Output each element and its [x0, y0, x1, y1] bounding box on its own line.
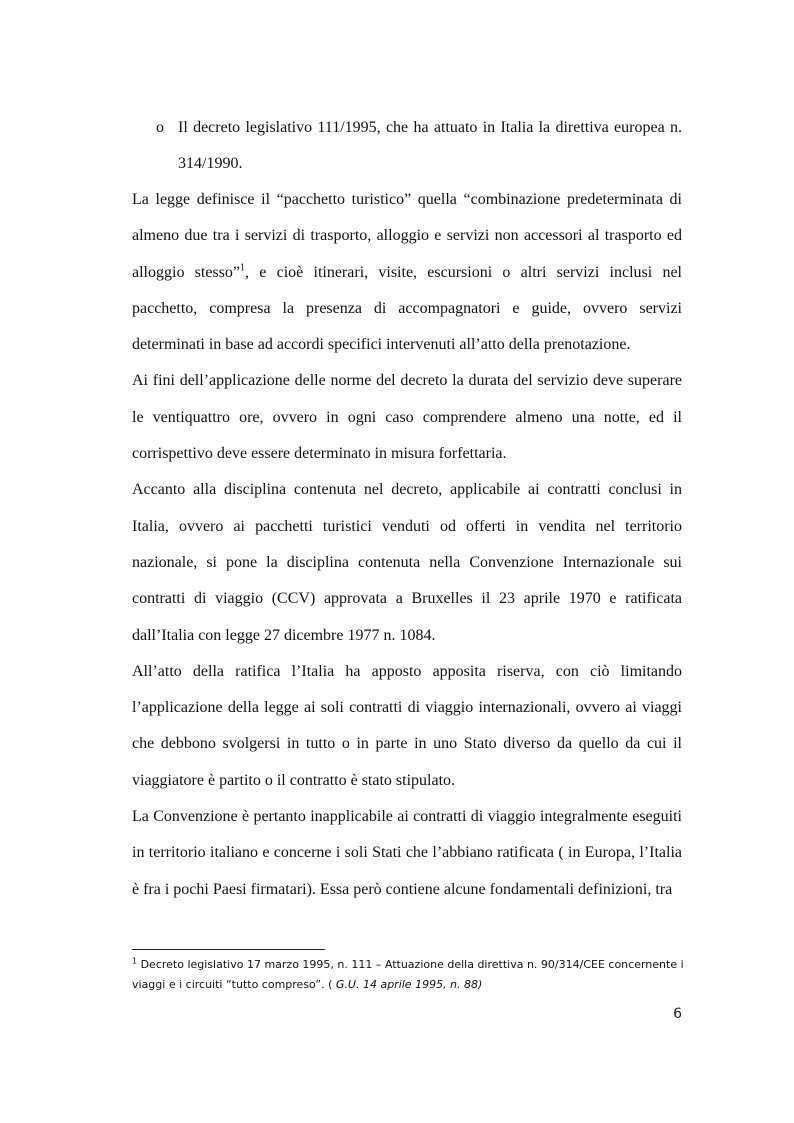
paragraph-ratification: All’atto della ratifica l’Italia ha apposto apposita riserva, con ciò limitando l’applicazione della legge ai soli contratti di viaggio internazionali, ovvero ai viaggi che debbono svolgersi in tutto o in parte in uno Stato diverso da quello da cui il viaggiatore è partito o il contratto è stato stipulato.: [132, 662, 682, 789]
footnote-number: 1: [132, 956, 138, 966]
page-number: 6: [673, 1006, 682, 1022]
paragraph-applicability: La Convenzione è pertanto inapplicabile ai contratti di viaggio integralmente eseguiti in territorio italiano e concerne i soli Stati che l’abbiano ratificata ( in Europa, l’Italia è fra i pochi Paesi firmatari). Essa però contiene alcune fondamentali definizioni, tra: [132, 808, 682, 898]
footnote-text: Decreto legislativo 17 marzo 1995, n. 111 – Attuazione della direttiva n. 90/314/CEE concernente i viaggi e i circuiti “tutto compreso”. (: [132, 958, 684, 991]
footnote: [132, 955, 692, 995]
paragraph-text: La legge definisce il “pacchetto turistico” quella “combinazione predeterminata di almeno due tra i servizi di trasporto, alloggio e servizi non accessori al trasporto ed alloggio stesso”: [132, 191, 682, 281]
bullet-text: Il decreto legislativo 111/1995, che ha attuato in Italia la direttiva europea n. 314/1990.: [178, 119, 682, 172]
bullet-marker: o: [156, 119, 164, 136]
bullet-item: [132, 110, 682, 182]
paragraph-definition: [132, 182, 682, 363]
footnote-citation: G.U. 14 aprile 1995, n. 88): [335, 978, 483, 991]
footnote-divider: [132, 949, 325, 950]
paragraph-text: , e cioè itinerari, visite, escursioni o altri servizi inclusi nel pacchetto, compresa la presenza di accompagnatori e guide, ovvero servizi determinati in base ad accordi specifici intervenuti all’atto della prenotazione.: [132, 263, 682, 354]
paragraph-duration: Ai fini dell’applicazione delle norme del decreto la durata del servizio deve superare le ventiquattro ore, ovvero in ogni caso comprendere almeno una notte, ed il corrispettivo deve essere determinato in misura forfettaria.: [132, 372, 682, 463]
body-text: [132, 182, 682, 908]
footnote-reference: 1: [240, 262, 246, 274]
paragraph-convention: Accanto alla disciplina contenuta nel decreto, applicabile ai contratti conclusi in Italia, ovvero ai pacchetti turistici venduti od offerti in vendita nel territorio nazionale, si pone la disciplina contenuta nella Convenzione Internazionale sui contratti di viaggio (CCV) approvata a Bruxelles il 23 aprile 1970 e ratificata dall’Italia con legge 27 dicembre 1977 n. 1084.: [132, 481, 682, 644]
